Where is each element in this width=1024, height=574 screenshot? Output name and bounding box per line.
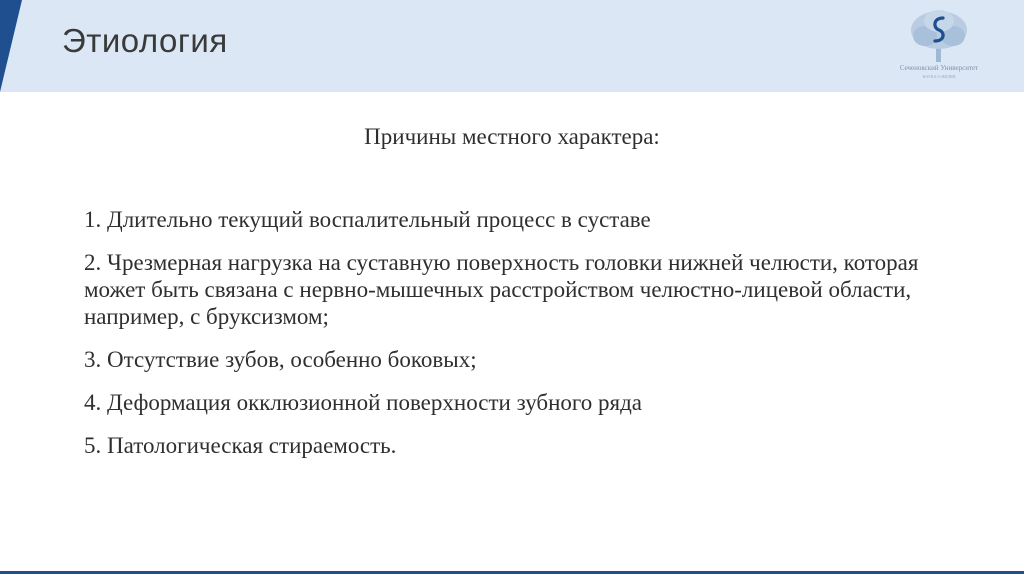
tree-logo-icon — [908, 8, 970, 64]
list-item: 2. Чрезмерная нагрузка на суставную поверхность головки нижней челюсти, которая может быть связана с нервно-мышечных расстройством челюстно-лицевой области, например, с бруксизмом; — [84, 250, 919, 329]
logo-tagline: НАУКА О ЖИЗНИ — [922, 74, 956, 79]
slide-title: Этиология — [62, 22, 228, 59]
university-logo — [880, 8, 998, 84]
list-item: 4. Деформация окклюзионной поверхности зубного ряда — [84, 390, 642, 415]
accent-wedge — [0, 0, 22, 92]
causes-list — [84, 206, 944, 475]
section-subheading: Причины местного характера: — [364, 124, 660, 149]
list-item: 5. Патологическая стираемость. — [84, 433, 397, 458]
list-item: 3. Отсутствие зубов, особенно боковых; — [84, 347, 477, 372]
list-item: 1. Длительно текущий воспалительный процесс в суставе — [84, 207, 651, 232]
logo-name: Сеченовский Университет — [899, 64, 979, 72]
